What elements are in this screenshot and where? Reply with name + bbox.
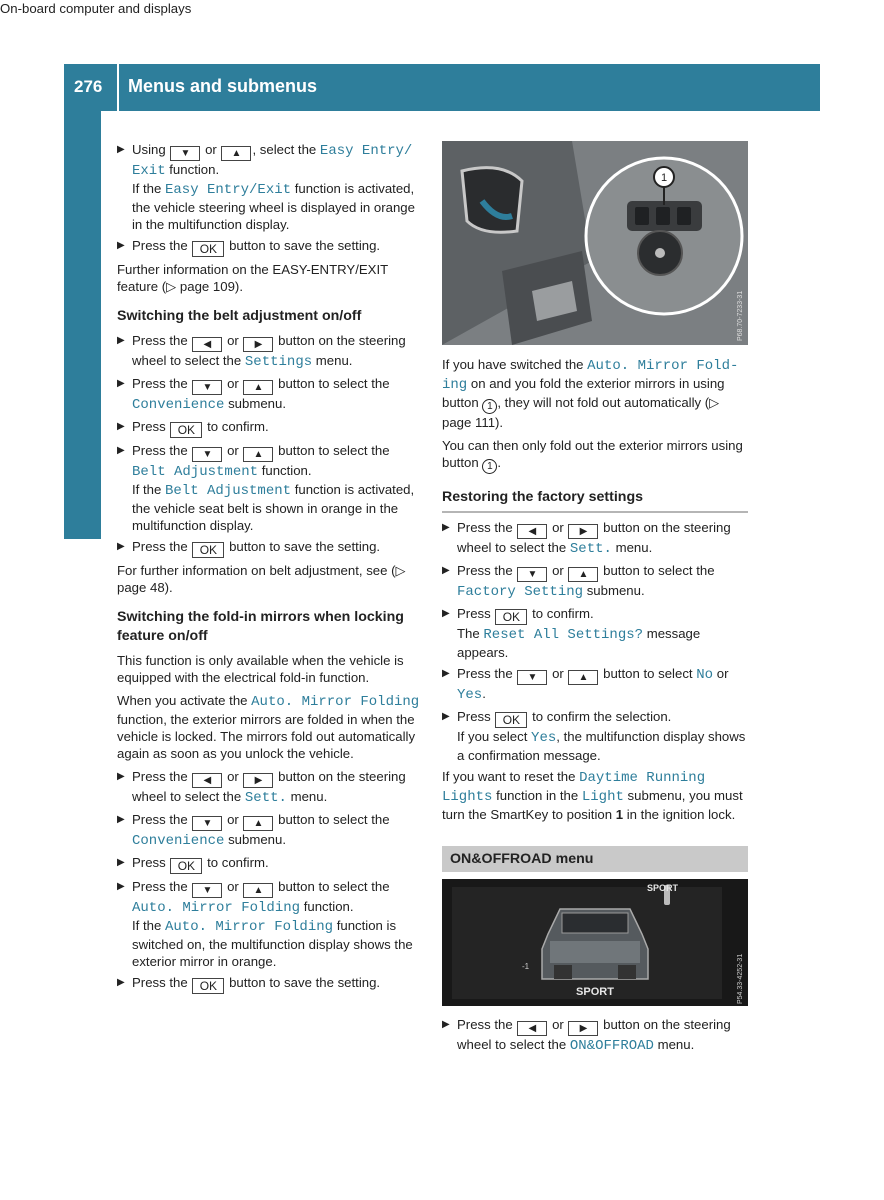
bullet-arrow-icon: ▶ (117, 814, 125, 825)
ok-key-icon: OK (170, 858, 202, 874)
onoffroad-display-illustration (442, 879, 748, 1006)
step-factory-1: ▶ Press the ◀ or ▶ button on the steering wheel to select the Sett. menu. (442, 520, 731, 557)
page-number: 276 (74, 77, 103, 96)
down-key-icon: ▼ (192, 816, 222, 831)
ok-key-icon: OK (192, 978, 224, 994)
display-side-mark: -1 (522, 962, 530, 971)
bullet-arrow-icon: ▶ (117, 771, 125, 782)
down-key-icon: ▼ (517, 567, 547, 582)
button-1-icon: 1 (482, 399, 497, 414)
down-key-icon: ▼ (192, 380, 222, 395)
mirror-switch-photo (442, 141, 748, 345)
bullet-arrow-icon: ▶ (442, 565, 450, 576)
mirror-availability: This function is only available when the vehicle is equipped with the electrical fold-in function. (117, 653, 404, 685)
bullet-arrow-icon: ▶ (117, 445, 125, 456)
photo2-code: P54.33-4252-31 (737, 953, 744, 1004)
up-key-icon: ▲ (243, 447, 273, 462)
step-mirror-2: ▶ Press the ▼ or ▲ button to select the Convenience submenu. (117, 812, 390, 849)
step-belt-5: ▶ Press the OK button to save the setting. (117, 539, 381, 557)
bullet-arrow-icon: ▶ (117, 240, 125, 251)
step-easy-entry-select: ▶ Using ▼ or ▲ , select the Easy Entry/ Exit function. If the Easy Entry/Exit function is activated, the vehicle steering wheel is displayed in orange in the multifunction display. (117, 142, 415, 232)
down-key-icon: ▼ (192, 883, 222, 898)
bullet-arrow-icon: ▶ (117, 421, 125, 432)
up-key-icon: ▲ (568, 567, 598, 582)
step-factory-5: ▶ Press OK to confirm the selection. If you select Yes, the multifunction display shows a confirmation message. (442, 709, 746, 763)
left-key-icon: ◀ (517, 1021, 547, 1036)
photo1-code: P68.70-7233-31 (737, 290, 744, 341)
ok-key-icon: OK (192, 241, 224, 257)
up-key-icon: ▲ (243, 816, 273, 831)
bullet-arrow-icon: ▶ (442, 668, 450, 679)
right-key-icon: ▶ (568, 1021, 598, 1036)
bullet-arrow-icon: ▶ (442, 1019, 450, 1030)
right-key-icon: ▶ (568, 524, 598, 539)
step-mirror-1: ▶ Press the ◀ or ▶ button on the steering wheel to select the Sett. menu. (117, 769, 406, 806)
step-factory-2: ▶ Press the ▼ or ▲ button to select the Factory Setting submenu. (442, 563, 715, 600)
left-key-icon: ◀ (192, 337, 222, 352)
mirror-description: When you activate the Auto. Mirror Folding function, the exterior mirrors are folded in when the vehicle is locked. The mirrors fold out automatically again as soon as you unlock the vehicle. (117, 693, 420, 761)
right-column (442, 356, 748, 829)
step-mirror-5: ▶ Press the OK button to save the setting. (117, 975, 381, 993)
daytime-lights-note: If you want to reset the Daytime Running Lights function in the Light submenu, you must turn the SmartKey to position 1 in the ignition lock. (442, 769, 743, 822)
up-key-icon: ▲ (243, 883, 273, 898)
left-column (117, 141, 425, 998)
heading-onoffroad-menu: ON&OFFROAD menu (442, 846, 748, 872)
chapter-side-tab-label: On-board computer and displays (0, 1, 192, 16)
bullet-arrow-icon: ▶ (117, 144, 125, 155)
down-key-icon: ▼ (517, 670, 547, 685)
bullet-arrow-icon: ▶ (442, 608, 450, 619)
ok-key-icon: OK (192, 542, 224, 558)
right-key-icon: ▶ (243, 337, 273, 352)
left-key-icon: ◀ (517, 524, 547, 539)
left-key-icon: ◀ (192, 773, 222, 788)
bullet-arrow-icon: ▶ (117, 335, 125, 346)
bullet-arrow-icon: ▶ (442, 711, 450, 722)
belt-info: For further information on belt adjustment, see (▷ page 48). (117, 563, 406, 595)
up-key-icon: ▲ (568, 670, 598, 685)
heading-fold-in-mirrors: Switching the fold-in mirrors when locking feature on/off (117, 609, 404, 644)
chapter-side-tab (64, 111, 101, 539)
button-1-icon: 1 (482, 459, 497, 474)
onoffroad-display-photo (442, 879, 748, 1006)
step-mirror-3: ▶ Press OK to confirm. (117, 855, 269, 873)
step-save-setting: ▶ Press the OK button to save the setting. (117, 238, 381, 256)
bullet-arrow-icon: ▶ (117, 881, 125, 892)
down-key-icon: ▼ (192, 447, 222, 462)
mirror-fold-note: If you have switched the Auto. Mirror Fold-ing on and you fold the exterior mirrors in using button 1 , they will not fold out automatically (▷ page 111). (442, 357, 739, 430)
bullet-arrow-icon: ▶ (117, 857, 125, 868)
step-belt-4: ▶ Press the ▼ or ▲ button to select the Belt Adjustment function. If the Belt Adjustment function is activated, the vehicle seat belt is shown in orange in the multifunction display. (117, 443, 415, 533)
right-key-icon: ▶ (243, 773, 273, 788)
step-belt-3: ▶ Press OK to confirm. (117, 419, 269, 437)
mirror-fold-out-note: You can then only fold out the exterior mirrors using button 1 . (442, 438, 743, 472)
easy-entry-info: Further information on the EASY-ENTRY/EXIT feature (▷ page 109). (117, 262, 388, 294)
bullet-arrow-icon: ▶ (117, 977, 125, 988)
step-onoffroad-1: ▶ Press the ◀ or ▶ button on the steering wheel to select the ON&OFFROAD menu. (442, 1017, 731, 1054)
step-factory-4: ▶ Press the ▼ or ▲ button to select No or Yes. (442, 666, 729, 703)
up-key-icon: ▲ (221, 146, 251, 161)
step-belt-2: ▶ Press the ▼ or ▲ button to select the Convenience submenu. (117, 376, 390, 413)
callout-1: 1 (660, 172, 668, 184)
header-divider (117, 64, 119, 111)
up-key-icon: ▲ (243, 380, 273, 395)
display-top-mode-label: SPORT (647, 883, 679, 893)
ok-key-icon: OK (495, 712, 527, 728)
mirror-switch-illustration (442, 141, 748, 345)
bullet-arrow-icon: ▶ (117, 541, 125, 552)
display-bottom-mode-label: SPORT (576, 986, 614, 998)
ok-key-icon: OK (170, 422, 202, 438)
bullet-arrow-icon: ▶ (117, 378, 125, 389)
ok-key-icon: OK (495, 609, 527, 625)
page-title: Menus and submenus (128, 76, 318, 96)
onoffroad-steps (442, 1016, 748, 1059)
step-mirror-4: ▶ Press the ▼ or ▲ button to select the Auto. Mirror Folding function. If the Auto. Mirror Folding function is switched on, the multifunction display shows the exterior mirror in orange. (117, 879, 413, 969)
page-header (64, 64, 820, 111)
heading-factory-settings: Restoring the factory settings (442, 488, 748, 513)
heading-belt-adjustment: Switching the belt adjustment on/off (117, 308, 362, 324)
step-belt-1: ▶ Press the ◀ or ▶ button on the steering wheel to select the Settings menu. (117, 333, 406, 370)
bullet-arrow-icon: ▶ (442, 522, 450, 533)
down-key-icon: ▼ (170, 146, 200, 161)
step-factory-3: ▶ Press OK to confirm. The Reset All Settings? message appears. (442, 606, 701, 660)
